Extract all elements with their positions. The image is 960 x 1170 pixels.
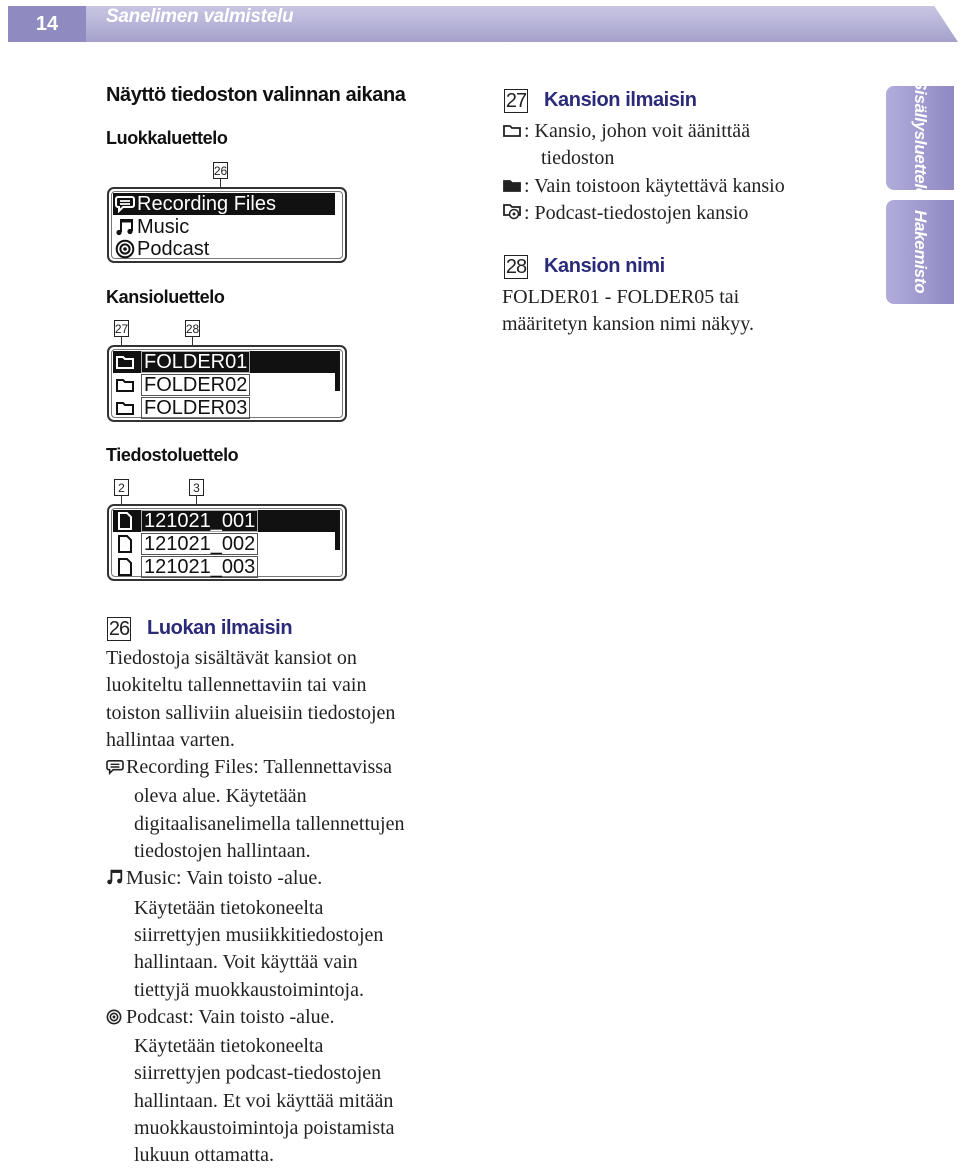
text-line: siirrettyjen musiikkitiedostojen (134, 923, 384, 946)
text-line: muokkaustoimintoja poistamista (134, 1117, 395, 1140)
folder-filled-icon (502, 174, 524, 201)
page-header (8, 6, 958, 42)
folder-row (113, 351, 335, 373)
text-line: oleva alue. Käytetään (134, 785, 307, 808)
callout-28: 28 (185, 321, 200, 336)
category-row-recording (113, 193, 335, 215)
text-line: määritetyn kansion nimi näkyy. (502, 313, 754, 336)
file-row (113, 533, 258, 555)
scrollbar (335, 510, 340, 550)
folder-icon (113, 400, 137, 416)
recording-files-item (106, 754, 404, 783)
file-row (113, 510, 335, 532)
legend-playback-folder (502, 173, 785, 201)
music-note-icon (113, 217, 137, 237)
legend-podcast-folder (502, 200, 748, 228)
text-line: Recording Files: Tallennettavissa (126, 756, 392, 779)
callout-box-27: 27 (505, 89, 527, 112)
category-list-screen (107, 187, 347, 263)
text-line: siirrettyjen podcast-tiedostojen (134, 1062, 382, 1085)
callout-3: 3 (189, 479, 204, 496)
file-icon (113, 534, 137, 554)
recording-files-icon (113, 195, 137, 213)
category-description (106, 645, 404, 1170)
callout-2: 2 (114, 479, 129, 496)
folder-name-heading: Kansion nimi (544, 255, 665, 277)
text-line: tiettyjä muokkaustoimintoja. (134, 978, 364, 1001)
legend-text: tiedoston (541, 147, 615, 169)
category-recording-label: Recording Files (137, 192, 276, 215)
folder-name: FOLDER01 (141, 351, 250, 373)
music-note-icon (106, 867, 126, 894)
file-name: 121021_003 (141, 556, 258, 578)
callout-box-26: 26 (108, 617, 130, 640)
text-line: Podcast: Vain toisto -alue. (126, 1005, 335, 1028)
text-line: hallintaan. Voit käyttää vain (134, 951, 358, 974)
callout-26: 26 (213, 163, 228, 178)
text-line: toiston salliviin alueisiin tiedostojen (106, 701, 396, 724)
tab-contents[interactable] (886, 78, 954, 198)
text-line: lukuun ottamatta. (134, 1144, 274, 1167)
folder-list-label: Kansioluettelo (106, 287, 225, 307)
folder-list-screen (107, 345, 347, 422)
callout-27: 27 (114, 321, 129, 336)
callout-box-28: 28 (505, 255, 527, 278)
tab-index[interactable] (886, 200, 954, 304)
text-line: Tiedostoja sisältävät kansiot on (106, 647, 357, 669)
file-list-label: Tiedostoluettelo (106, 445, 239, 465)
page-number: 14 (8, 6, 86, 42)
text-line: Käytetään tietokoneelta (134, 1035, 324, 1058)
file-icon (113, 557, 137, 577)
category-podcast-label: Podcast (137, 237, 210, 260)
legend-text: : Kansio, johon voit äänittää (524, 120, 751, 142)
category-music-label: Music (137, 215, 190, 238)
text-line: hallintaa varten. (106, 728, 235, 751)
text-line: hallintaan. Et voi käyttää mitään (134, 1089, 394, 1112)
chapter-title: Sanelimen valmistelu (106, 6, 294, 27)
music-item (106, 865, 404, 894)
text-line: luokiteltu tallennettaviin tai vain (106, 674, 367, 697)
text-line: FOLDER01 - FOLDER05 tai (502, 286, 740, 308)
category-row-podcast (113, 238, 209, 260)
recording-files-icon (106, 756, 126, 783)
podcast-icon (106, 1006, 126, 1033)
file-row (113, 556, 258, 578)
tab-contents-label: Sisällysluettelo (911, 78, 930, 198)
folder-indicator-heading: Kansion ilmaisin (544, 89, 697, 111)
tab-index-label: Hakemisto (911, 210, 930, 294)
legend-text: : Vain toistoon käytettävä kansio (524, 175, 785, 197)
legend-recordable-folder (502, 118, 750, 146)
folder-name: FOLDER03 (141, 397, 250, 419)
legend-text: : Podcast-tiedostojen kansio (524, 202, 749, 224)
category-list-label: Luokkaluettelo (106, 128, 228, 148)
folder-name-description (502, 284, 754, 339)
scrollbar (335, 351, 340, 391)
podcast-folder-icon (502, 201, 524, 228)
podcast-icon (113, 239, 137, 259)
text-line: tiedostojen hallintaan. (134, 840, 311, 863)
folder-row (113, 397, 250, 419)
file-name: 121021_002 (141, 533, 258, 555)
text-line: Käytetään tietokoneelta (134, 896, 324, 919)
file-icon (113, 511, 137, 531)
podcast-item (106, 1004, 404, 1033)
section-heading: Näyttö tiedoston valinnan aikana (106, 84, 406, 106)
folder-name: FOLDER02 (141, 374, 250, 396)
folder-row (113, 374, 250, 396)
folder-icon (113, 354, 137, 370)
text-line: digitaalisanelimella tallennettujen (134, 812, 405, 835)
folder-icon (113, 377, 137, 393)
file-list-screen (107, 504, 347, 581)
file-name: 121021_001 (141, 510, 258, 532)
folder-icon (502, 119, 524, 146)
text-line: Music: Vain toisto -alue. (126, 867, 323, 890)
category-indicator-heading: Luokan ilmaisin (147, 617, 293, 639)
category-row-music (113, 216, 189, 238)
